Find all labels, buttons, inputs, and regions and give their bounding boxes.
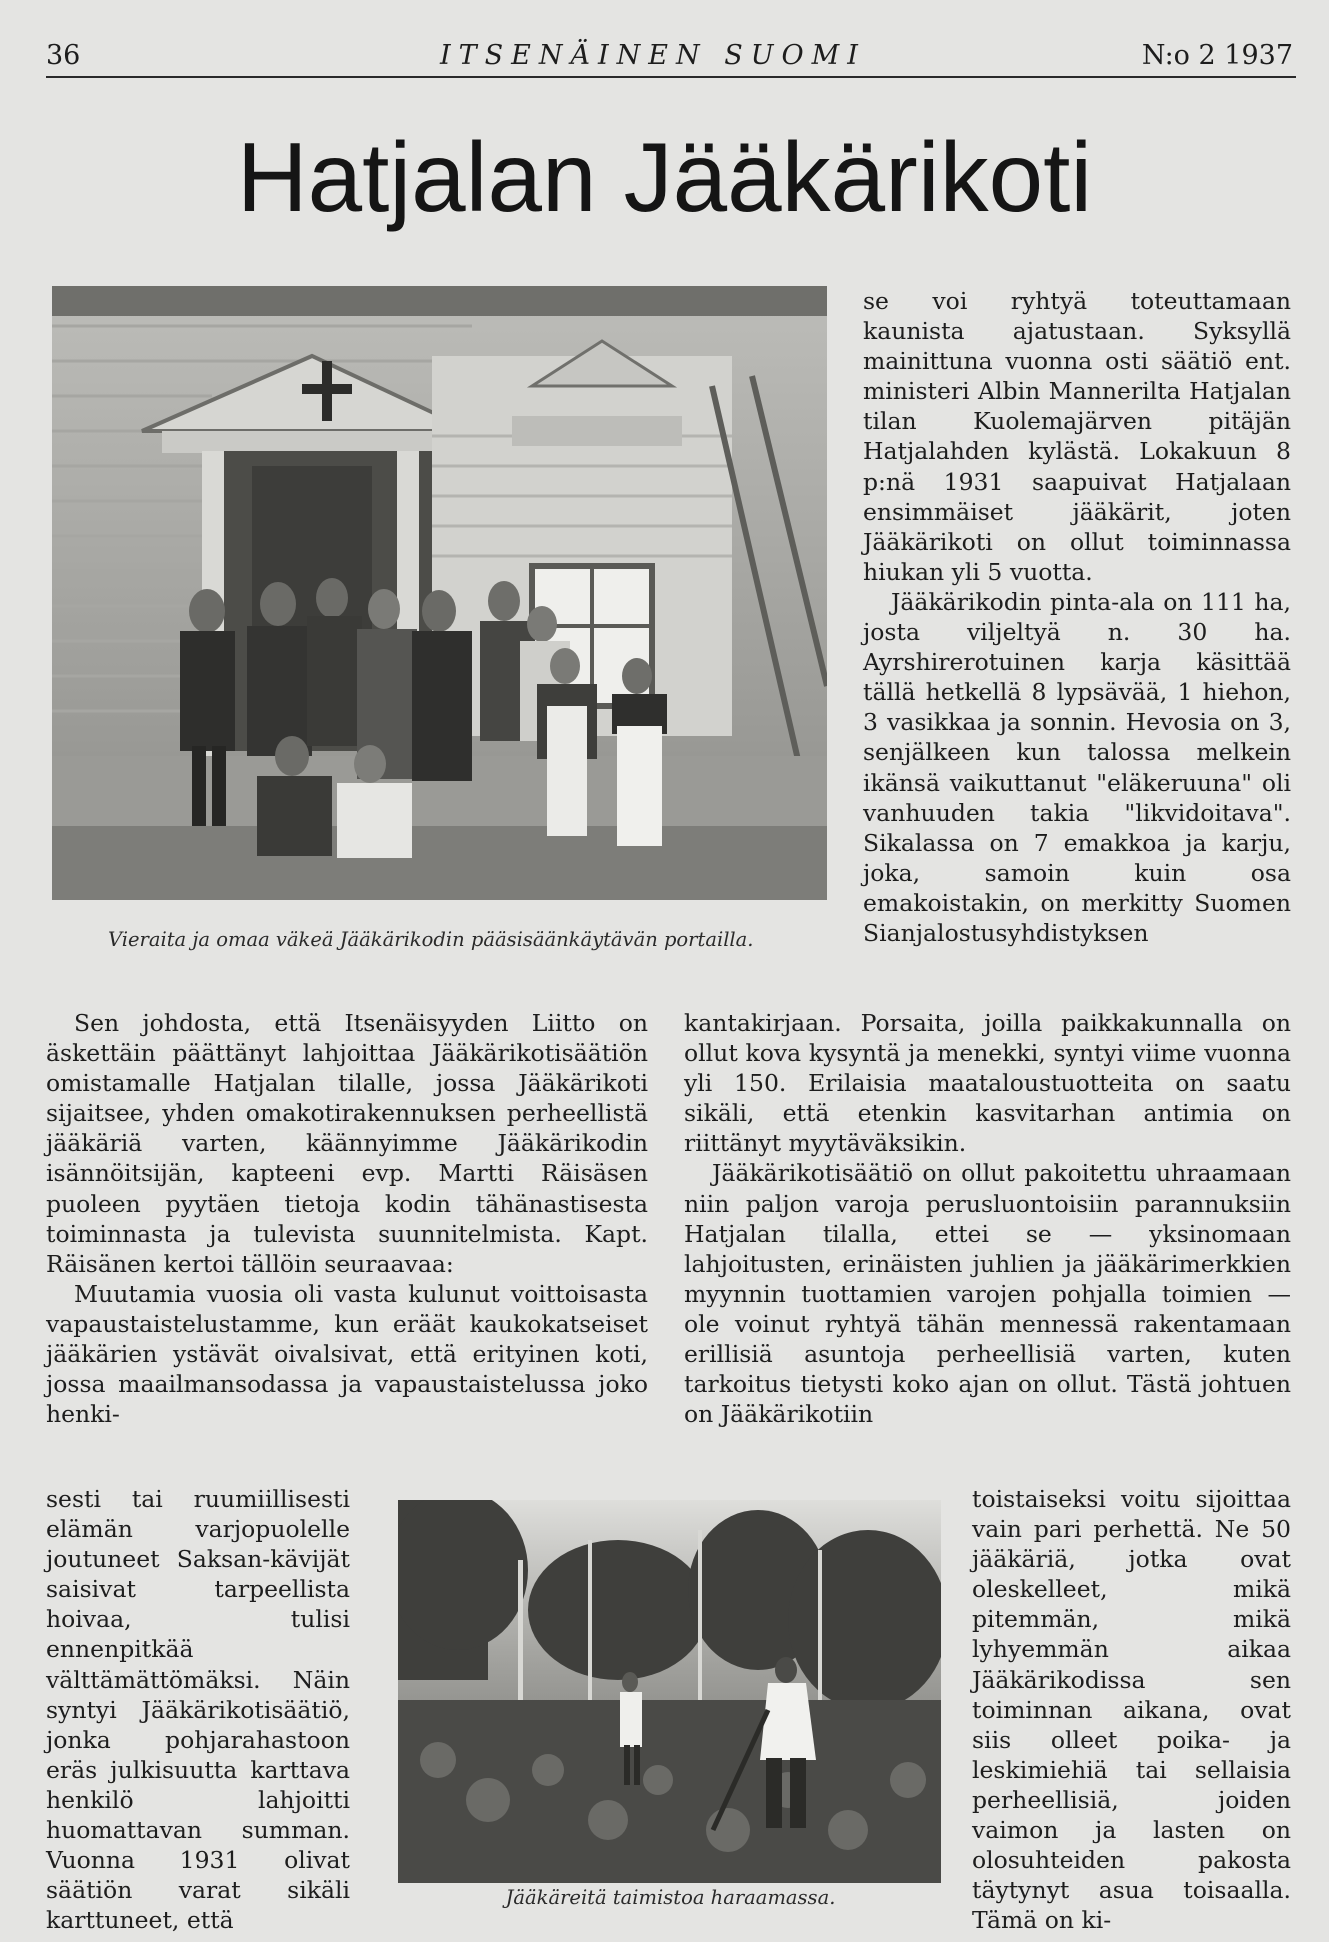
photo-caption-porch: Vieraita ja omaa väkeä Jääkärikodin pääsisäänkäytävän portailla.: [108, 928, 754, 951]
article-paragraph: kantakirjaan. Porsaita, joilla paikkakunnalla on ollut kova kysyntä ja menekki, syntyi viime vuonna yli 150. Erilaisia maataloustuotteita on saatu sikäli, että etenkin kasvitarhan antimia on riittänyt myytäväksikin.: [684, 1009, 1291, 1158]
article-paragraph: Jääkärikotisäätiö on ollut pakoitettu uhraamaan niin paljon varoja perusluontoisiin parannuksiin Hatjalan tilalla, ettei se — yksinomaan lahjoitusten, erinäisten juhlien ja jääkärimerkkien myynnin tuottamien varojen pohjalla toimien — ole voinut ryhtyä tähän mennessä rakentamaan erillisiä asuntoja perheellisiä varten, kuten tarkoitus tietysti koko ajan on ollut. Tästä johtuen on Jääkärikotiin: [684, 1159, 1291, 1429]
article-paragraph: Sen johdosta, että Itsenäisyyden Liitto on äskettäin päättänyt lahjoittaa Jääkärikotisäätiön omistamalle Hatjalan tilalle, jossa Jääkärikoti sijaitsee, yhden omakotirakennuksen perheellistä jääkäriä varten, käännyimme Jääkärikodin isännöitsijän, kapteeni evp. Martti Räisäsen puoleen pyytäen tietoja kodin tähänastisesta toiminnasta ja tulevista suunnitelmista. Kapt. Räisänen kertoi tällöin seuraavaa:: [46, 1009, 648, 1278]
photo-caption-garden-text: Jääkäreitä taimistoa haraamassa.: [505, 1886, 836, 1909]
article-headline: Hatjalan Jääkärikoti: [236, 122, 1093, 232]
header-rule: [46, 76, 1296, 78]
article-column-left: [46, 1008, 648, 1429]
article-column-left-narrow: [46, 1484, 350, 1935]
group-photo-porch: [52, 286, 827, 900]
issue-number: N:o 2 1937: [1141, 40, 1293, 71]
article-paragraph: Muutamia vuosia oli vasta kulunut voittoisasta vapaustaistelustamme, kun eräät kaukokatseiset jääkärien ystävät oivalsivat, että erityinen koti, jossa maailmansodassa ja vapaustaistelussa joko henki-: [46, 1279, 648, 1429]
article-paragraph: sesti tai ruumiillisesti elämän varjopuolelle joutuneet Saksan-kävijät saisivat tarpeellista hoivaa, tulisi ennenpitkää välttämättömäksi. Näin syntyi Jääkärikotisäätiö, jonka pohjarahastoon eräs julkisuutta karttava henkilö lahjoitti huomattavan summan. Vuonna 1931 olivat säätiön varat sikäli karttuneet, että: [46, 1485, 350, 1935]
article-column-right-narrow: [972, 1484, 1291, 1935]
article-paragraph: se voi ryhtyä toteuttamaan kaunista ajatustaan. Syksyllä mainittuna vuonna osti säätiö ent. ministeri Albin Mannerilta Hatjalan tilan Kuolemajärven pitäjän Hatjalahden kylästä. Lokakuun 8 p:nä 1931 saapuivat Hatjalaan ensimmäiset jääkärit, joten Jääkärikoti on ollut toiminnassa hiukan yli 5 vuotta.: [863, 287, 1291, 586]
page-number: 36: [46, 40, 81, 71]
article-paragraph: Jääkärikodin pinta-ala on 111 ha, josta viljeltyä n. 30 ha. Ayrshirerotuinen karja käsittää tällä hetkellä 8 lypsävää, 1 hiehon, 3 vasikkaa ja sonnin. Hevosia on 3, senjälkeen kun talossa melkein ikänsä vaikuttanut "eläkeruuna" oli vanhuuden takia "likvidoitava". Sikalassa on 7 emakkoa ja karju, joka, samoin kuin osa emakoistakin, on merkitty Suomen Sianjalostusyhdistyksen: [863, 587, 1291, 947]
article-column-right-mid: [684, 1008, 1291, 1429]
garden-photo: [398, 1500, 941, 1883]
article-paragraph: toistaiseksi voitu sijoittaa vain pari perhettä. Ne 50 jääkäriä, jotka ovat oleskelleet, mikä pitemmän, mikä lyhyemmän aikaa Jääkärikodissa sen toiminnan aikana, ovat siis olleet poika- ja leskimiehiä tai sellaisia perheellisiä, joiden vaimon ja lasten on olosuhteiden pakosta täytynyt asua toisaalla. Tämä on ki-: [972, 1485, 1291, 1935]
magazine-title: ITSENÄINEN SUOMI: [440, 40, 866, 71]
article-column-right-top: [863, 286, 1291, 948]
